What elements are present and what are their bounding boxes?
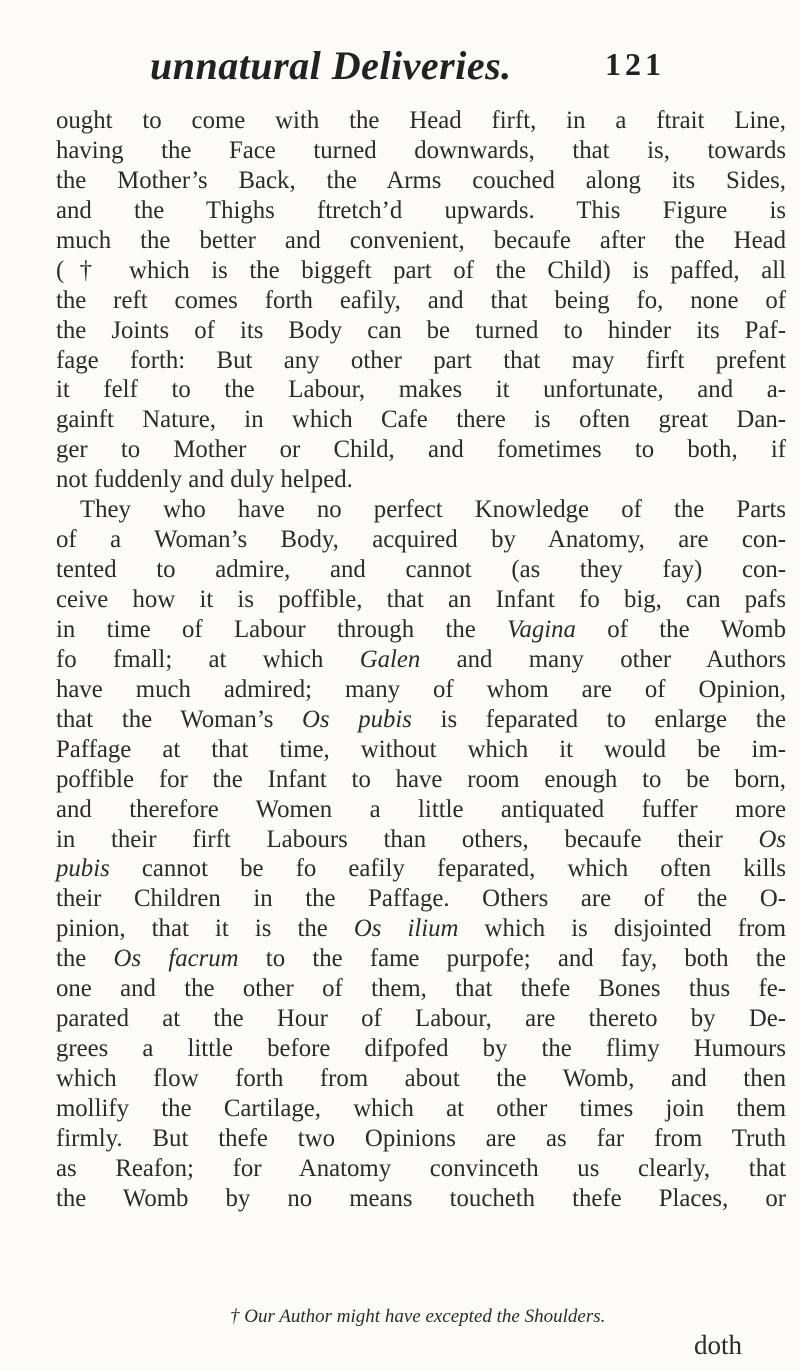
text-run: to the fame purpofe; and fay, both the — [238, 945, 786, 973]
italic-term: Vagina — [507, 615, 576, 643]
text-line — [56, 705, 786, 735]
text-line: ceive how it is poffible, that an Infant fo big, can pafs — [56, 586, 786, 613]
text-line: the Mother’s Back, the Arms couched along its Sides, — [56, 166, 786, 194]
italic-term: Galen — [359, 645, 421, 673]
text-line: ger to Mother or Child, and fometimes to both, if — [56, 436, 786, 464]
text-run: cannot be fo eafily feparated, which often kills — [109, 855, 786, 883]
text-line — [56, 615, 786, 645]
page-header — [0, 42, 800, 102]
text-line: poffible for the Infant to have room enough to be born, — [56, 765, 786, 793]
text-line: fage forth: But any other part that may firft prefent — [56, 346, 786, 374]
text-line: and the Thighs ftretch’d upwards. This Figure is — [56, 196, 786, 224]
text-run: is feparated to enlarge the — [411, 705, 786, 733]
text-run: which is disjointed from — [458, 915, 786, 943]
text-line: one and the other of them, that thefe Bones thus fe- — [56, 975, 786, 1003]
text-line — [56, 825, 786, 855]
italic-term: Os facrum — [113, 945, 239, 973]
text-line: firmly. But thefe two Opinions are as far from Truth — [56, 1124, 786, 1152]
italic-term: Os pubis — [302, 705, 412, 733]
text-line: which flow forth from about the Womb, and then — [56, 1065, 786, 1092]
italic-term: Os ilium — [353, 915, 459, 943]
text-line: They who have no perfect Knowledge of the Parts — [80, 496, 786, 524]
text-line: parated at the Hour of Labour, are thereto by De- — [56, 1005, 786, 1033]
text-line: the Joints of its Body can be turned to hinder its Paf- — [56, 316, 786, 344]
text-line: not fuddenly and duly helped. — [56, 466, 353, 494]
text-run: in time of Labour through the — [56, 615, 508, 643]
text-line: Paffage at that time, without which it would be im- — [56, 735, 786, 763]
text-line: grees a little before difpofed by the flimy Humours — [56, 1035, 786, 1063]
text-line: mollify the Cartilage, which at other times join them — [56, 1094, 786, 1122]
italic-term: Os — [758, 825, 786, 853]
text-line: as Reafon; for Anatomy convinceth us clearly, that — [56, 1154, 786, 1182]
text-line: the reft comes forth eafily, and that being fo, none of — [56, 286, 786, 314]
text-line — [56, 645, 786, 675]
running-title: unnatural Deliveries. — [150, 43, 512, 88]
text-line — [56, 914, 786, 944]
text-line: having the Face turned downwards, that is, towards — [56, 136, 786, 164]
text-line: have much admired; many of whom are of Opinion, — [56, 675, 786, 703]
text-line: it felf to the Labour, makes it unfortunate, and a- — [56, 376, 786, 404]
text-line: gainft Nature, in which Cafe there is often great Dan- — [56, 406, 786, 434]
footnote: † Our Author might have excepted the Shoulders. — [230, 1306, 606, 1327]
text-run: pinion, that it is the — [56, 915, 354, 943]
text-run: of the Womb — [575, 615, 786, 643]
text-run: the — [56, 945, 114, 973]
text-line: († which is the biggeft part of the Child) is paffed, all — [56, 256, 786, 284]
text-line: ought to come with the Head firft, in a ftrait Line, — [56, 107, 786, 134]
text-run: and many other Authors — [420, 645, 787, 673]
text-run: in their firft Labours than others, becaufe their — [56, 825, 759, 853]
text-line: and therefore Women a little antiquated fuffer more — [56, 795, 786, 823]
text-run: that the Woman’s — [56, 705, 302, 733]
text-line: tented to admire, and cannot (as they fay) con- — [56, 556, 786, 584]
text-run: fo fmall; at which — [56, 645, 360, 673]
italic-term: pubis — [56, 855, 110, 883]
text-line: of a Woman’s Body, acquired by Anatomy, are con- — [56, 526, 786, 554]
catchword: doth — [694, 1330, 743, 1360]
text-line: the Womb by no means toucheth thefe Places, or — [56, 1184, 786, 1212]
text-line: much the better and convenient, becaufe after the Head — [56, 226, 786, 254]
text-line — [56, 854, 786, 884]
text-line — [56, 944, 786, 974]
page-number: 121 — [605, 46, 665, 82]
body-text — [56, 106, 786, 1214]
text-line: their Children in the Paffage. Others are of the O- — [56, 885, 786, 913]
